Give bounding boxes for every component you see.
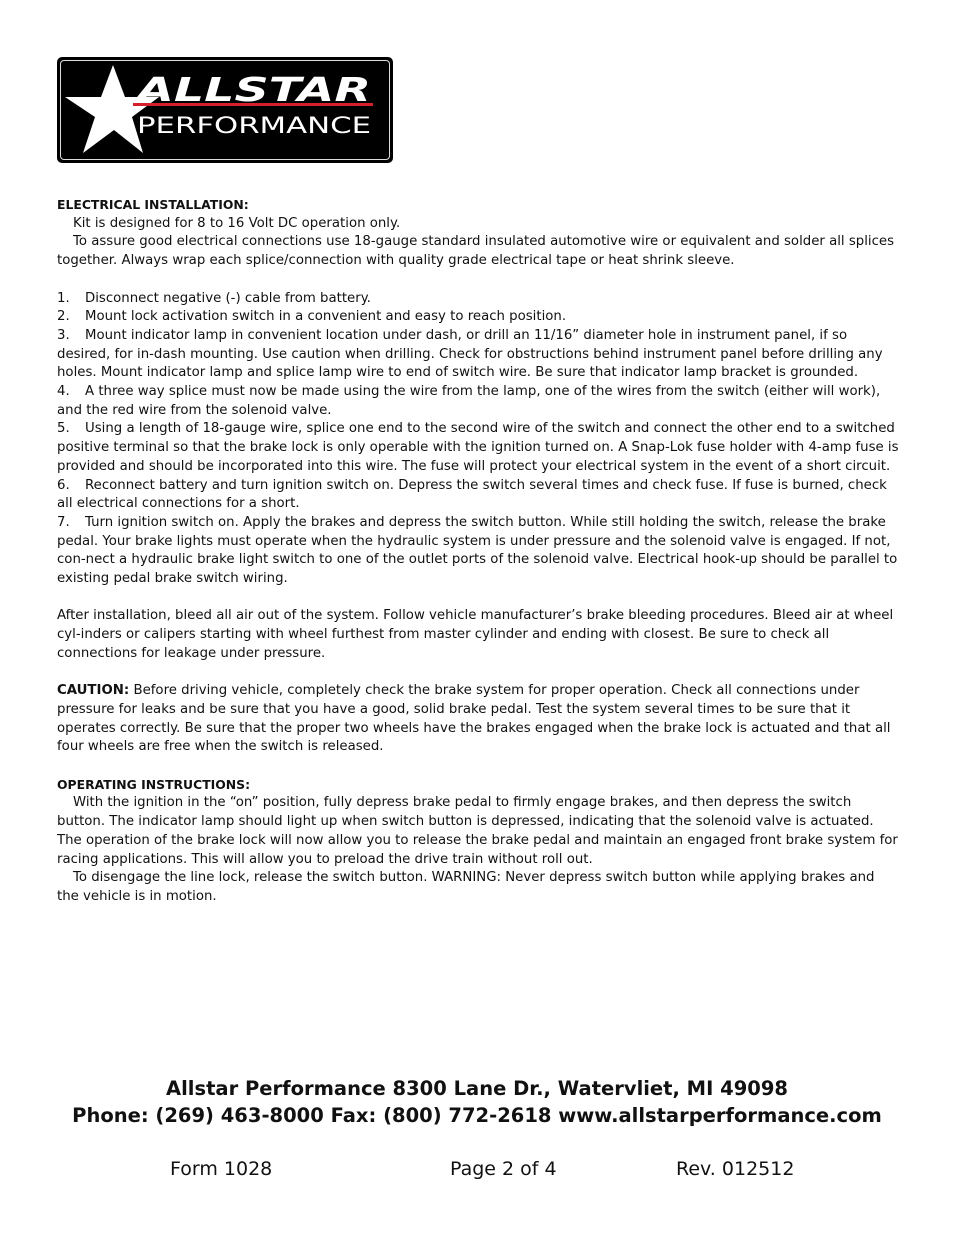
electrical-heading: ELECTRICAL INSTALLATION: — [57, 197, 249, 212]
footer-contact: Phone: (269) 463-8000 Fax: (800) 772-2618 www.allstarperformance.com — [72, 1104, 882, 1127]
step-number: 7. — [57, 514, 70, 530]
step-item — [57, 420, 899, 476]
form-number: Form 1028 — [170, 1158, 273, 1180]
step-item — [57, 514, 899, 589]
step-number: 2. — [57, 309, 70, 325]
electrical-wiring-note: To assure good electrical connections use 18-gauge standard insulated automotive wire or equivalent and solder all splices together. Always wrap each splice/connection with quality grade electrical tape or heat shrink sleeve. — [57, 234, 895, 269]
step-text: Using a length of 18-gauge wire, splice one end to the second wire of the switch and connect the other end to a switched positive terminal so that the brake lock is only operable with the ignition turned on. A Snap-Lok fuse holder with 4-amp fuse is provided and should be incorporated into this wire. The fuse will protect your electrical system in the event of a short circuit. — [57, 421, 899, 474]
step-text: Mount indicator lamp in convenient location under dash, or drill an 11/16” diameter hole in instrument panel, if so desired, for in-dash mounting. Use caution when drilling. Check for obstructions behind instrument panel before drilling any holes. Mount indicator lamp and splice lamp wire to end of switch wire. Be sure that indicator lamp bracket is grounded. — [57, 327, 883, 381]
caution-label: CAUTION: — [57, 683, 130, 699]
step-number: 6. — [57, 477, 70, 493]
step-item — [57, 290, 899, 309]
step-number: 1. — [57, 290, 70, 306]
step-item — [57, 327, 899, 383]
operating-disengage-text: To disengage the line lock, release the switch button. WARNING: Never depress switch button while applying brakes and the vehicle is in motion. — [57, 870, 875, 904]
step-item — [57, 383, 899, 420]
operating-engage-text: With the ignition in the “on” position, fully depress brake pedal to firmly engage brakes, and then depress the switch button. The indicator lamp should light up when switch button is depressed, indicating that the solenoid valve is actuated. The operation of the brake lock will now allow you to release the brake pedal and maintain an engaged front brake system for racing applications. This will allow you to preload the drive train without roll out. — [57, 795, 898, 867]
revision-number: Rev. 012512 — [676, 1158, 795, 1180]
step-text: Reconnect battery and turn ignition switch on. Depress the switch several times and check fuse. If fuse is burned, check all electrical connections for a short. — [57, 477, 887, 512]
instructions-body — [57, 196, 899, 907]
step-number: 5. — [57, 421, 70, 437]
operating-heading: OPERATING INSTRUCTIONS: — [57, 776, 251, 792]
footer-address: Allstar Performance 8300 Lane Dr., Watervliet, MI 49098 — [166, 1077, 788, 1100]
page-number: Page 2 of 4 — [450, 1158, 557, 1180]
logo-brand-text: ALLSTAR — [132, 70, 371, 109]
caution-text: Before driving vehicle, completely check the brake system for proper operation. Check all connections under pressure for leaks and be sure that you have a good, solid brake pedal. Test the system several times to be sure that it operates correctly. Be sure that the proper two wheels have the brakes engaged when the brake lock is actuated and that all four wheels are free when the switch is released. — [57, 683, 891, 755]
step-number: 4. — [57, 384, 70, 400]
electrical-voltage-note: Kit is designed for 8 to 16 Volt DC operation only. — [73, 215, 401, 231]
logo-graphic — [57, 57, 393, 163]
logo-tagline-text: PERFORMANCE — [137, 114, 371, 139]
step-text: Mount lock activation switch in a convenient and easy to reach position. — [85, 309, 567, 325]
step-text: Turn ignition switch on. Apply the brakes and depress the switch button. While still holding the switch, release the brake pedal. Your brake lights must operate when the hydraulic system is under pressure and the solenoid valve is engaged. If not, con-nect a hydraulic brake light switch to one of the outlet ports of the solenoid valve. Electrical hook-up should be parallel to existing pedal brake switch wiring. — [57, 514, 898, 587]
bleed-instructions: After installation, bleed all air out of the system. Follow vehicle manufacturer’s brake bleeding procedures. Bleed air at wheel cyl-inders or calipers starting with wheel furthest from master cylinder and ending with closest. Be sure to check all connections for leakage under pressure. — [57, 608, 894, 661]
installation-steps — [57, 290, 899, 589]
allstar-logo — [57, 57, 393, 163]
caution-paragraph — [57, 682, 899, 757]
step-item — [57, 308, 899, 327]
step-text: Disconnect negative (-) cable from battery. — [85, 290, 371, 306]
step-text: A three way splice must now be made using the wire from the lamp, one of the wires from the switch (either will work), and the red wire from the solenoid valve. — [57, 384, 881, 418]
step-number: 3. — [57, 327, 70, 343]
step-item — [57, 477, 899, 514]
